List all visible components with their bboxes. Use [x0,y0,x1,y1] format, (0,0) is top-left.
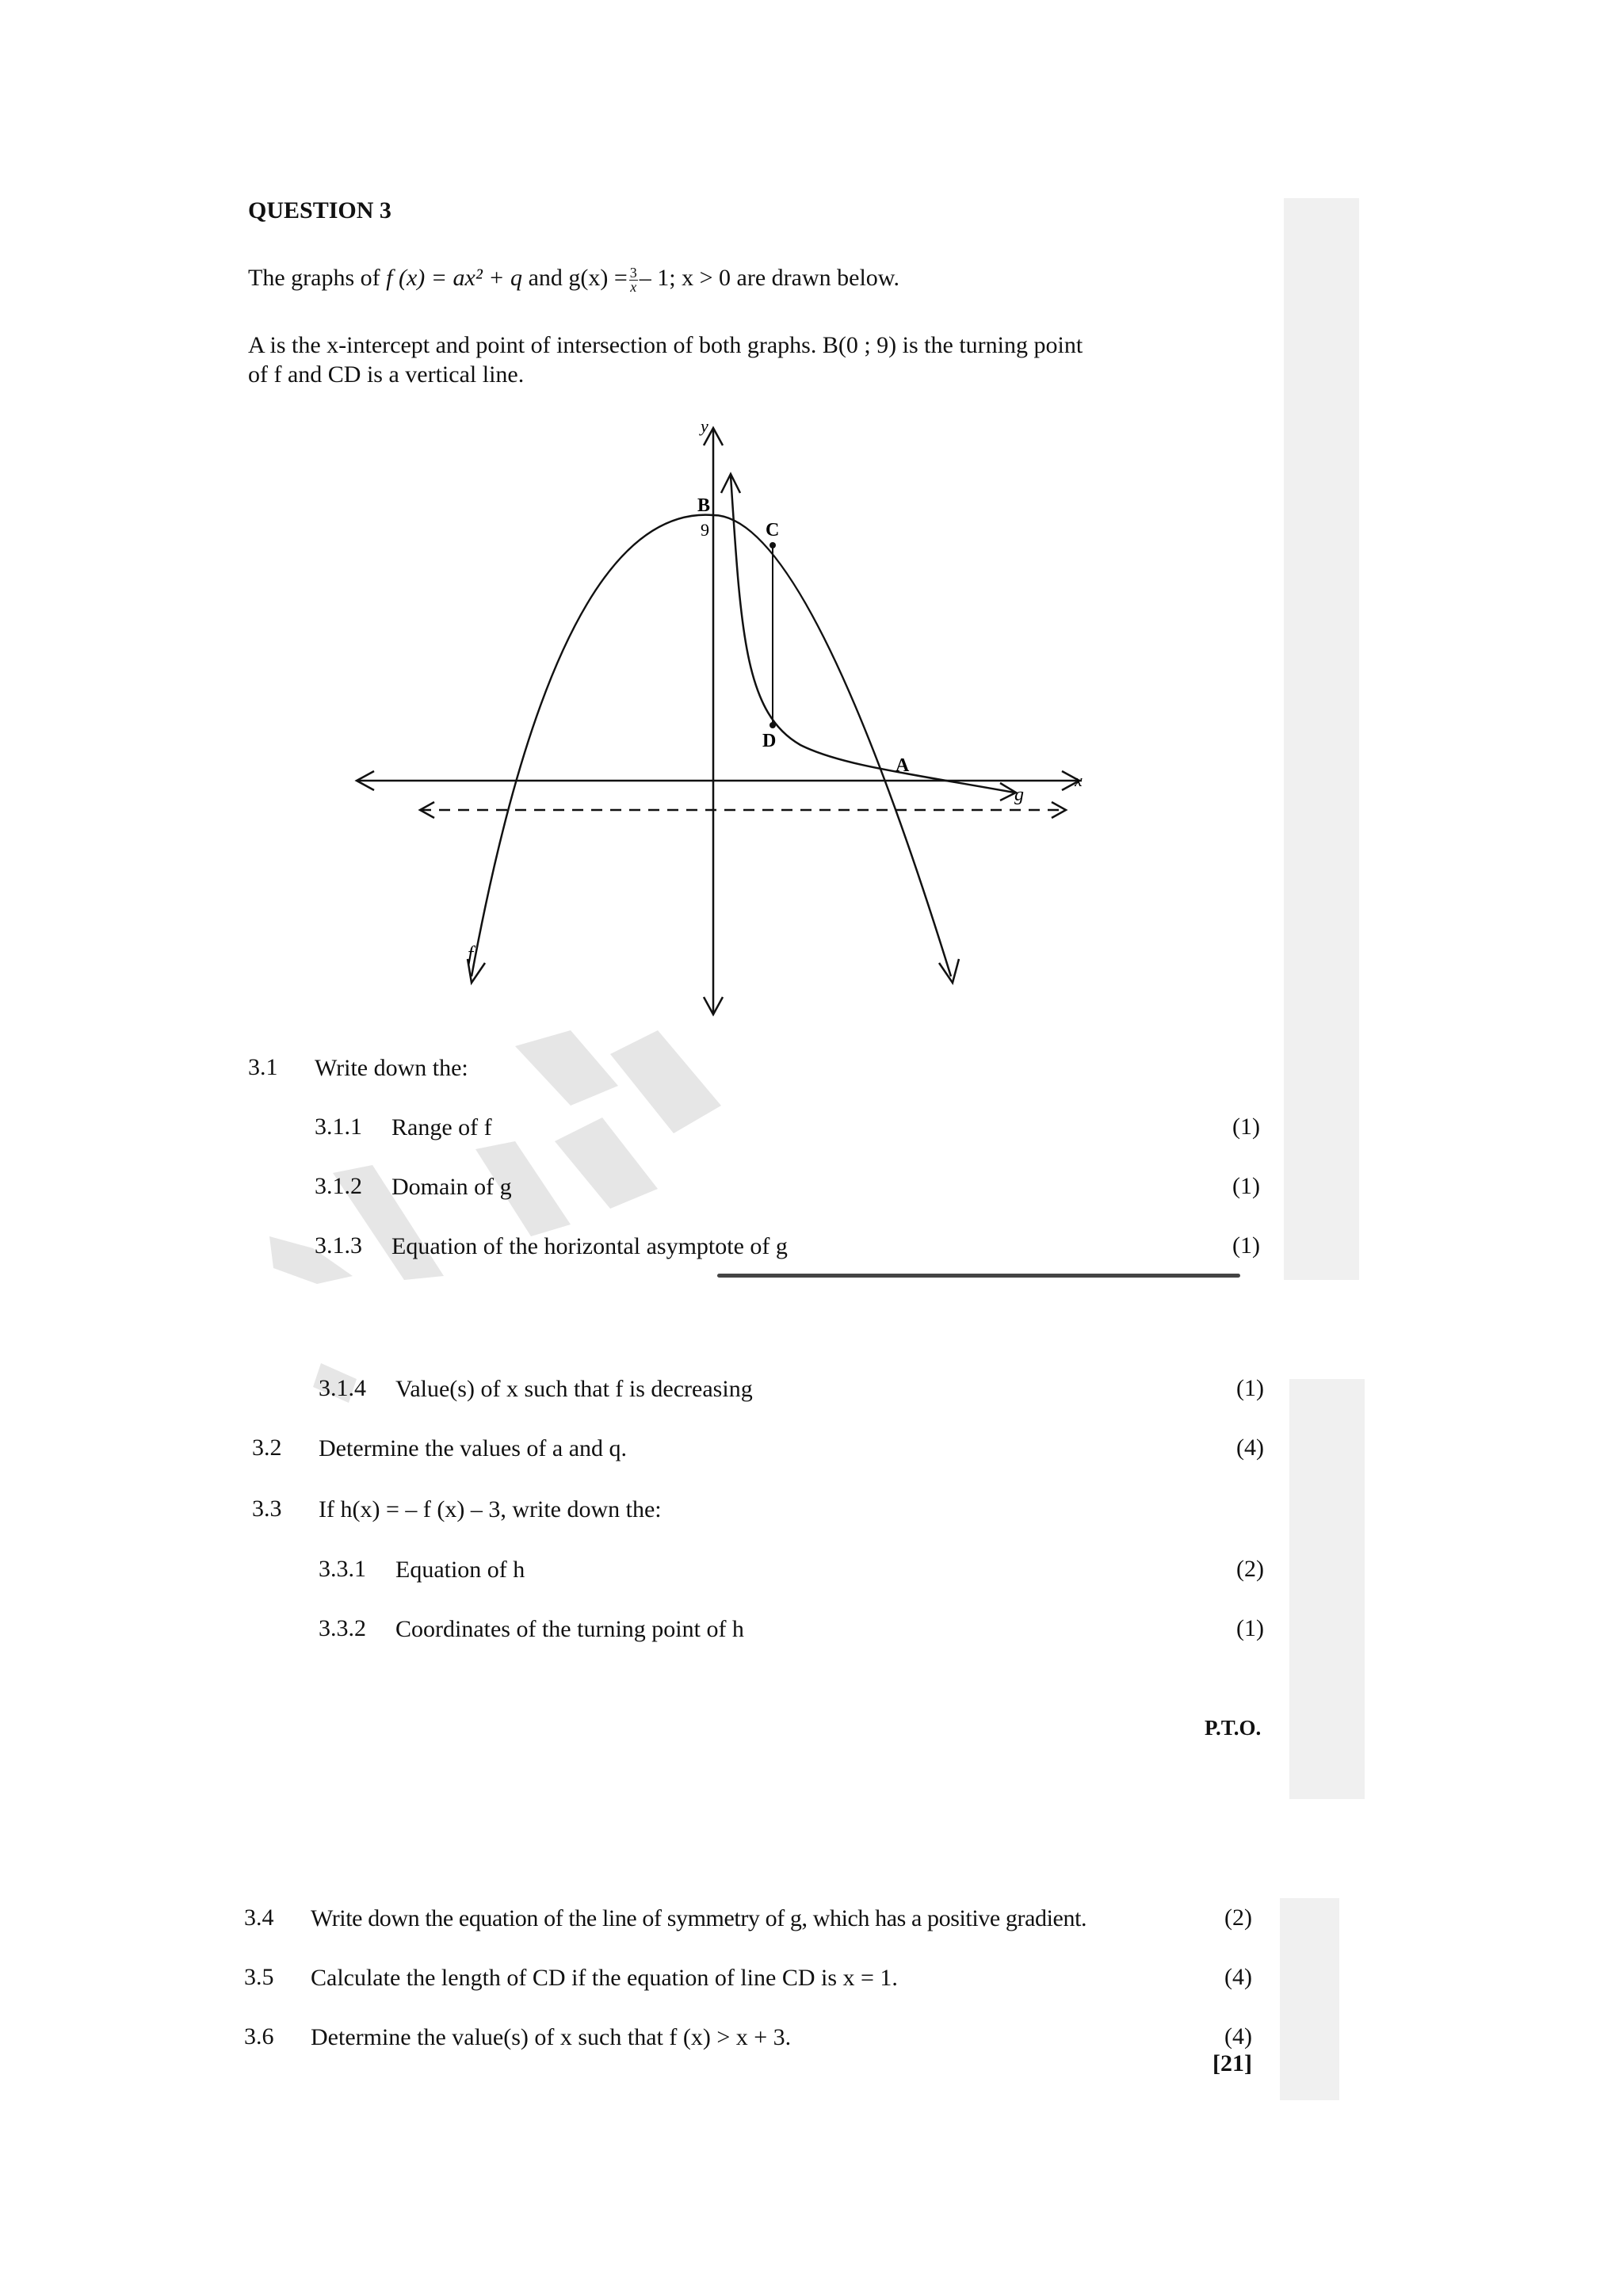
q3-3-text: If h(x) = – f (x) – 3, write down the: [319,1496,662,1522]
q3-1-1-mark: (1) [1232,1114,1260,1140]
q3-5-text: Calculate the length of CD if the equation of line CD is x = 1. [311,1965,898,1991]
q3-5-num: 3.5 [244,1964,274,1990]
q3-3-2-mark: (1) [1236,1615,1264,1641]
point-d [769,722,776,728]
q3-1-1-num: 3.1.1 [315,1114,362,1140]
y-label: y [701,416,708,436]
frac-denominator: x [630,278,637,295]
intro-line-3: of f and CD is a vertical line. [248,361,525,388]
q3-3-2-text: Coordinates of the turning point of h [395,1616,744,1642]
q3-1-4-mark: (1) [1236,1375,1264,1401]
q3-1-num: 3.1 [248,1054,278,1080]
q3-3-1-text: Equation of h [395,1557,525,1583]
f-label: f [468,942,474,965]
q3-1-3-text: Equation of the horizontal asymptote of g [391,1233,788,1259]
q3-1-2-num: 3.1.2 [315,1173,362,1199]
x-label: x [1075,770,1083,790]
q3-1-2-text: Domain of g [391,1174,512,1200]
q3-2-mark: (4) [1236,1435,1264,1461]
g-lhs: g(x) = [568,265,628,291]
nine-label: 9 [701,520,709,540]
q3-3-1-mark: (2) [1236,1556,1264,1582]
f-definition: f (x) = ax² + q [386,265,523,291]
point-c [769,542,776,548]
a-label: A [896,755,910,776]
q3-1-4-text: Value(s) of x such that f is decreasing [395,1376,753,1402]
q3-2-text: Determine the values of a and q. [319,1435,628,1461]
q3-3-1-num: 3.3.1 [319,1556,366,1582]
q3-3-num: 3.3 [252,1496,282,1522]
q3-4-mark: (2) [1224,1904,1252,1931]
q3-1-4-num: 3.1.4 [319,1375,366,1401]
frac-numerator: 3 [629,264,637,281]
g-rhs: – 1; x > 0 are drawn below. [639,265,900,291]
q3-1-3-mark: (1) [1232,1232,1260,1259]
d-label: D [762,731,777,751]
q3-1-2-mark: (1) [1232,1173,1260,1199]
total-mark: [21] [1212,2050,1252,2076]
intro-line-2: A is the x-intercept and point of intersection of both graphs. B(0 ; 9) is the turning point [248,332,1083,358]
q3-6-num: 3.6 [244,2023,274,2050]
q3-6-text: Determine the value(s) of x such that f (x) > x + 3. [311,2024,792,2050]
q3-2-num: 3.2 [252,1435,282,1461]
q3-6-mark: (4) [1224,2023,1252,2050]
page-separator [717,1274,1240,1278]
q3-1-1-text: Range of f [391,1114,492,1140]
g-label: g [1014,785,1024,805]
q3-5-mark: (4) [1224,1964,1252,1990]
c-label: C [766,520,780,541]
q3-3-2-num: 3.3.2 [319,1615,366,1641]
intro-and: and [528,265,563,291]
b-label: B [697,495,711,516]
parabola-f [472,515,951,976]
q3-4-num: 3.4 [244,1904,274,1931]
q3-4-text: Write down the equation of the line of symmetry of g, which has a positive gradient. [311,1905,1087,1931]
question-title: QUESTION 3 [248,197,391,223]
pto-label: P.T.O. [1205,1716,1262,1740]
q3-1-3-num: 3.1.3 [315,1232,362,1259]
intro-text-a: The graphs of [248,265,380,291]
q3-1-text: Write down the: [315,1055,468,1081]
